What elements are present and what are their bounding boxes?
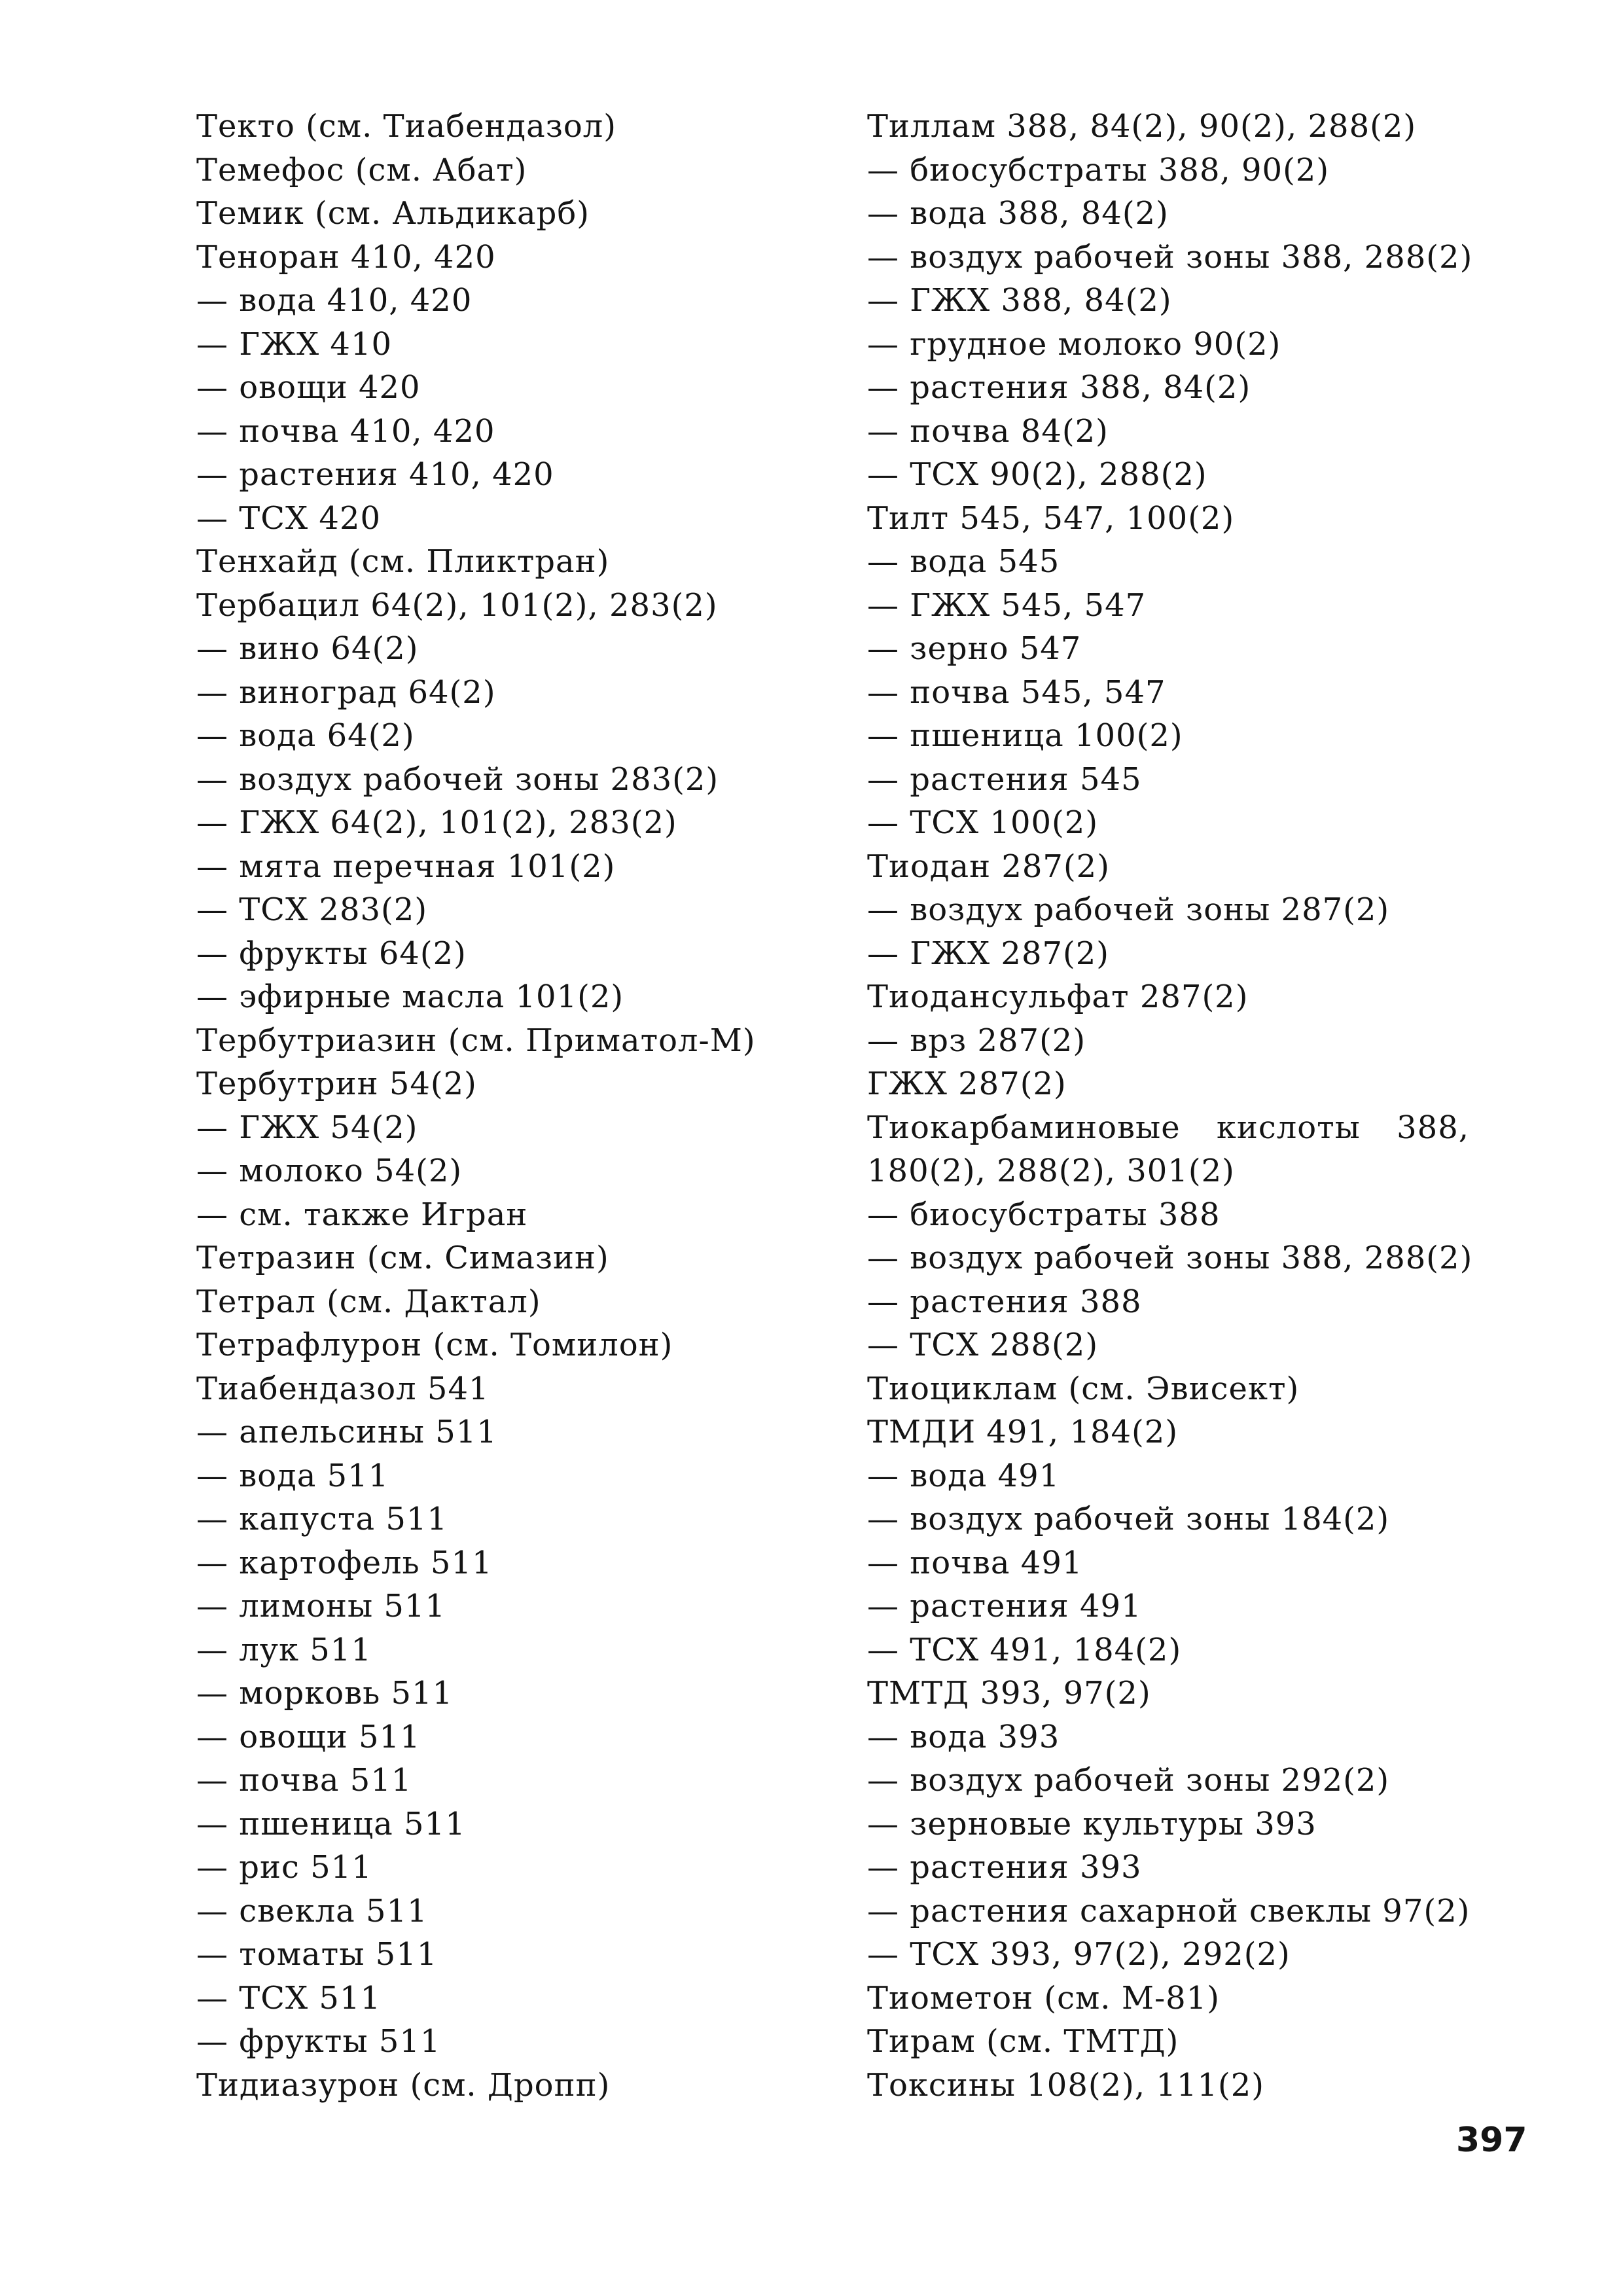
index-subentry: — вода 491: [867, 1457, 1060, 1494]
index-subentry: — растения 388, 84(2): [867, 369, 1251, 406]
index-entry: Тиометон (см. М-81): [867, 1979, 1220, 2017]
index-entry: ГЖХ 287(2): [867, 1066, 1067, 1102]
index-subentry: — фрукты 64(2): [196, 935, 467, 972]
index-subentry: — ТСХ 491, 184(2): [867, 1631, 1182, 1668]
index-subentry: — пшеница 100(2): [867, 717, 1183, 754]
index-subentry: — ГЖХ 64(2), 101(2), 283(2): [196, 804, 677, 841]
index-subentry: — почва 545, 547: [867, 673, 1166, 711]
index-entry: Тиодансульфат 287(2): [867, 978, 1249, 1015]
index-entry: Тетрафлурон (см. Томилон): [196, 1327, 673, 1363]
index-entry: Тирам (см. ТМТД): [867, 2023, 1179, 2060]
index-subentry: — биосубстраты 388, 90(2): [867, 151, 1330, 188]
index-subentry: — воздух рабочей зоны 292(2): [867, 1762, 1390, 1799]
index-subentry: — ТСХ 283(2): [196, 891, 428, 928]
index-subentry: — вино 64(2): [196, 630, 419, 667]
index-subentry: — свекла 511: [196, 1892, 428, 1929]
index-subentry: — растения 545: [867, 761, 1142, 798]
index-column-right: [867, 105, 1522, 2107]
index-entry: Тербутрин 54(2): [196, 1066, 477, 1102]
index-subentry: — растения сахарной свеклы 97(2): [867, 1892, 1471, 1929]
index-entry: 180(2), 288(2), 301(2): [867, 1153, 1235, 1189]
index-subentry: — вода 64(2): [196, 717, 415, 754]
index-subentry: — ГЖХ 287(2): [867, 935, 1110, 972]
index-subentry: — пшеница 511: [196, 1805, 466, 1842]
index-subentry: — овощи 420: [196, 369, 421, 406]
index-subentry: — апельсины 511: [196, 1414, 497, 1450]
index-subentry: — вода 410, 420: [196, 282, 473, 319]
index-entry: Тербутриазин (см. Приматол-М): [196, 1022, 756, 1059]
index-subentry: — ТСХ 393, 97(2), 292(2): [867, 1936, 1291, 1973]
index-subentry: — мята перечная 101(2): [196, 848, 616, 885]
index-subentry: — воздух рабочей зоны 388, 288(2): [867, 238, 1473, 276]
index-entry: ТМДИ 491, 184(2): [867, 1414, 1179, 1450]
index-entry: Токсины 108(2), 111(2): [867, 2066, 1264, 2104]
index-subentry: — растения 491: [867, 1588, 1142, 1624]
index-entry: Текто (см. Тиабендазол): [196, 108, 616, 145]
index-subentry: — зерновые культуры 393: [867, 1805, 1317, 1842]
index-entry: Тиоциклам (см. Эвисект): [867, 1370, 1300, 1407]
index-subentry: — воздух рабочей зоны 283(2): [196, 761, 719, 798]
index-entry: Тиабендазол 541: [196, 1370, 490, 1407]
index-subentry: — почва 511: [196, 1762, 412, 1799]
index-subentry: — грудное молоко 90(2): [867, 325, 1281, 363]
index-subentry: — воздух рабочей зоны 287(2): [867, 891, 1390, 928]
index-subentry: — фрукты 511: [196, 2023, 441, 2060]
index-entry: Тербацил 64(2), 101(2), 283(2): [196, 586, 718, 624]
index-subentry: — воздух рабочей зоны 184(2): [867, 1501, 1390, 1537]
index-entry: Теноран 410, 420: [196, 238, 496, 276]
index-subentry: — биосубстраты 388: [867, 1196, 1221, 1233]
index-subentry: — вода 393: [867, 1718, 1060, 1755]
index-subentry: — почва 491: [867, 1544, 1083, 1581]
index-entry: Тенхайд (см. Пликтран): [196, 543, 610, 580]
index-subentry: — почва 84(2): [867, 412, 1109, 450]
index-subentry: — томаты 511: [196, 1936, 438, 1973]
index-subentry: — лук 511: [196, 1631, 372, 1668]
index-subentry: — эфирные масла 101(2): [196, 978, 624, 1015]
index-entry: Тидиазурон (см. Дропп): [196, 2066, 611, 2104]
index-subentry: — виноград 64(2): [196, 673, 496, 711]
index-subentry: — рис 511: [196, 1849, 372, 1886]
index-subentry: — овощи 511: [196, 1718, 421, 1755]
index-subentry: — картофель 511: [196, 1544, 493, 1581]
index-subentry: — растения 388: [867, 1283, 1142, 1320]
index-subentry: — почва 410, 420: [196, 412, 495, 450]
index-subentry: — ГЖХ 388, 84(2): [867, 282, 1172, 319]
index-subentry: — лимоны 511: [196, 1588, 446, 1624]
index-subentry: — молоко 54(2): [196, 1153, 463, 1189]
index-entry: ТМТД 393, 97(2): [867, 1675, 1151, 1712]
index-subentry: — ТСХ 288(2): [867, 1327, 1099, 1363]
index-subentry: — зерно 547: [867, 630, 1082, 667]
index-subentry: — воздух рабочей зоны 388, 288(2): [867, 1240, 1473, 1276]
index-entry: Тиокарбаминовые кислоты 388,: [867, 1109, 1469, 1146]
index-subentry: — растения 393: [867, 1849, 1142, 1886]
index-subentry: — ТСХ 511: [196, 1979, 382, 2017]
index-subentry: — см. также Игран: [196, 1196, 528, 1233]
index-subentry: — капуста 511: [196, 1501, 448, 1537]
index-entry: Тилт 545, 547, 100(2): [867, 499, 1235, 537]
index-subentry: — врз 287(2): [867, 1022, 1086, 1059]
index-subentry: — ТСХ 420: [196, 499, 382, 537]
index-entry: Тетразин (см. Симазин): [196, 1240, 609, 1276]
index-subentry: — ГЖХ 410: [196, 325, 393, 363]
index-subentry: — вода 388, 84(2): [867, 195, 1169, 232]
index-entry: Тетрал (см. Дактал): [196, 1283, 541, 1320]
index-subentry: — вода 545: [867, 543, 1060, 580]
index-subentry: — ТСХ 90(2), 288(2): [867, 456, 1207, 493]
index-subentry: — ГЖХ 54(2): [196, 1109, 418, 1146]
index-entry: Тиллам 388, 84(2), 90(2), 288(2): [867, 108, 1417, 145]
index-column-left: [196, 105, 851, 2107]
page-number: 397: [1456, 2121, 1527, 2160]
index-subentry: — морковь 511: [196, 1675, 454, 1712]
index-subentry: — ТСХ 100(2): [867, 804, 1099, 841]
index-entry: Темик (см. Альдикарб): [196, 195, 590, 232]
index-entry: Темефос (см. Абат): [196, 151, 527, 188]
index-subentry: — вода 511: [196, 1457, 389, 1494]
index-entry: Тиодан 287(2): [867, 848, 1110, 885]
index-subentry: — ГЖХ 545, 547: [867, 586, 1147, 624]
index-subentry: — растения 410, 420: [196, 456, 554, 493]
